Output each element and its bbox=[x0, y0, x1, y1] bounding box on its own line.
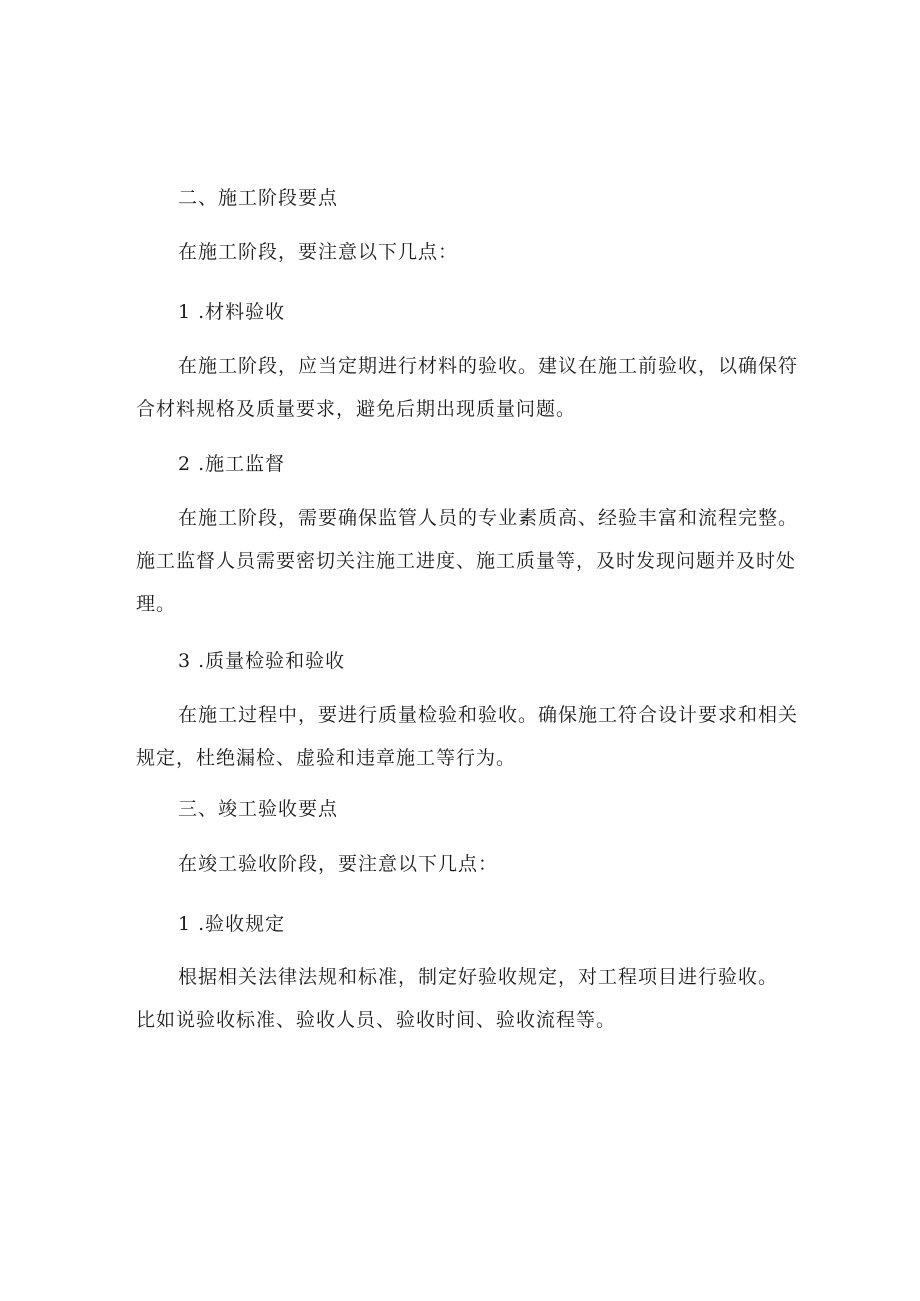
subheading-line: 2 .施工监督 bbox=[178, 453, 286, 475]
paragraph-line: 施工监督人员需要密切关注施工进度、施工质量等，及时发现问题并及时处 bbox=[136, 550, 797, 572]
section-heading bbox=[136, 788, 806, 831]
paragraph bbox=[136, 843, 806, 886]
paragraph-line: 根据相关法律法规和标准，制定好验收规定，对工程项目进行验收。 bbox=[178, 966, 779, 988]
subheading bbox=[136, 291, 806, 334]
paragraph-line: 理。 bbox=[136, 593, 177, 615]
paragraph-line: 在施工阶段，要注意以下几点： bbox=[178, 241, 459, 263]
paragraph-line: 比如说验收标准、验收人员、验收时间、验收流程等。 bbox=[136, 1009, 617, 1031]
subheading bbox=[136, 640, 806, 683]
subheading bbox=[136, 903, 806, 946]
heading-line: 三、竣工验收要点 bbox=[178, 798, 339, 820]
subheading-line: 1 .材料验收 bbox=[178, 301, 286, 323]
subheading-line: 1 .验收规定 bbox=[178, 913, 286, 935]
section-heading bbox=[136, 177, 806, 220]
paragraph bbox=[136, 231, 806, 274]
paragraph-line: 在施工阶段，需要确保监管人员的专业素质高、经验丰富和流程完整。 bbox=[178, 507, 799, 529]
subheading-line: 3 .质量检验和验收 bbox=[178, 650, 346, 672]
subheading bbox=[136, 443, 806, 486]
paragraph bbox=[136, 694, 806, 780]
paragraph-line: 在施工过程中，要进行质量检验和验收。确保施工符合设计要求和相关 bbox=[178, 704, 799, 726]
paragraph-line: 规定，杜绝漏检、虚验和违章施工等行为。 bbox=[136, 747, 517, 769]
paragraph-line: 在竣工验收阶段，要注意以下几点： bbox=[178, 853, 499, 875]
paragraph bbox=[136, 345, 806, 431]
heading-line: 二、施工阶段要点 bbox=[178, 187, 339, 209]
paragraph bbox=[136, 497, 806, 626]
paragraph bbox=[136, 956, 806, 1042]
paragraph-line: 合材料规格及质量要求，避免后期出现质量问题。 bbox=[136, 398, 577, 420]
paragraph-line: 在施工阶段，应当定期进行材料的验收。建议在施工前验收，以确保符 bbox=[178, 355, 799, 377]
